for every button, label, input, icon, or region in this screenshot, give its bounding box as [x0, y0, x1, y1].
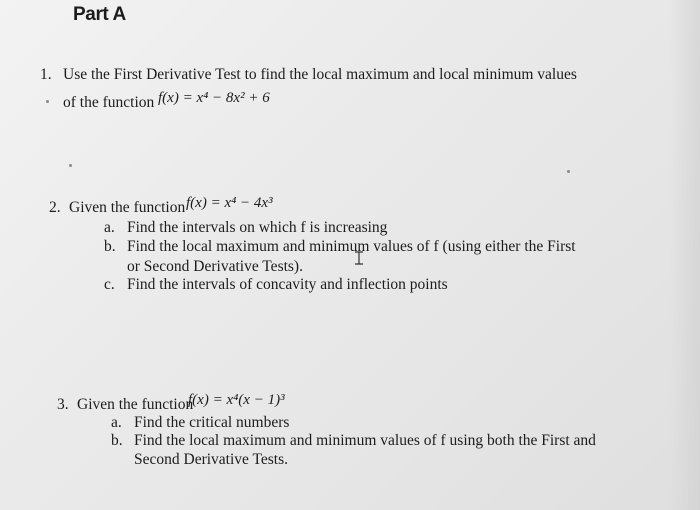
question-1-line-1: Use the First Derivative Test to find the local maximum and local minimum values: [63, 66, 577, 83]
question-3b-text-line-2: Second Derivative Tests.: [134, 451, 289, 468]
question-2c-text: Find the intervals of concavity and inflection points: [127, 276, 448, 293]
question-1-number: 1.: [40, 66, 52, 83]
text-cursor-icon: [354, 251, 364, 265]
ink-speck: [567, 170, 570, 173]
question-2b-label: b.: [104, 238, 116, 255]
question-2-formula: f(x) = x⁴ − 4x³: [186, 195, 273, 211]
page-title: Part A: [73, 4, 126, 25]
question-2-number: 2.: [49, 199, 61, 216]
question-2-intro: Given the function: [69, 199, 186, 216]
ink-speck: [46, 100, 49, 103]
question-1-line-2: of the function: [63, 94, 155, 111]
ink-speck: [69, 164, 72, 167]
question-2b-text-line-2: or Second Derivative Tests).: [127, 258, 303, 275]
question-3-number: 3.: [57, 396, 69, 413]
question-3-formula: f(x) = x⁴(x − 1)³: [188, 392, 285, 408]
question-2a-text: Find the intervals on which f is increasing: [127, 219, 388, 236]
question-2a-label: a.: [104, 219, 115, 236]
question-2b-text-line-1: Find the local maximum and minimum values of f (using either the First: [127, 238, 576, 255]
question-3b-text-line-1: Find the local maximum and minimum values of f using both the First and: [134, 432, 596, 449]
question-3-intro: Given the function: [77, 396, 194, 413]
question-2c-label: c.: [104, 276, 115, 293]
question-3a-text: Find the critical numbers: [134, 414, 290, 431]
question-1-formula: f(x) = x⁴ − 8x² + 6: [158, 90, 270, 106]
question-3b-label: b.: [111, 432, 123, 449]
question-3a-label: a.: [111, 414, 122, 431]
